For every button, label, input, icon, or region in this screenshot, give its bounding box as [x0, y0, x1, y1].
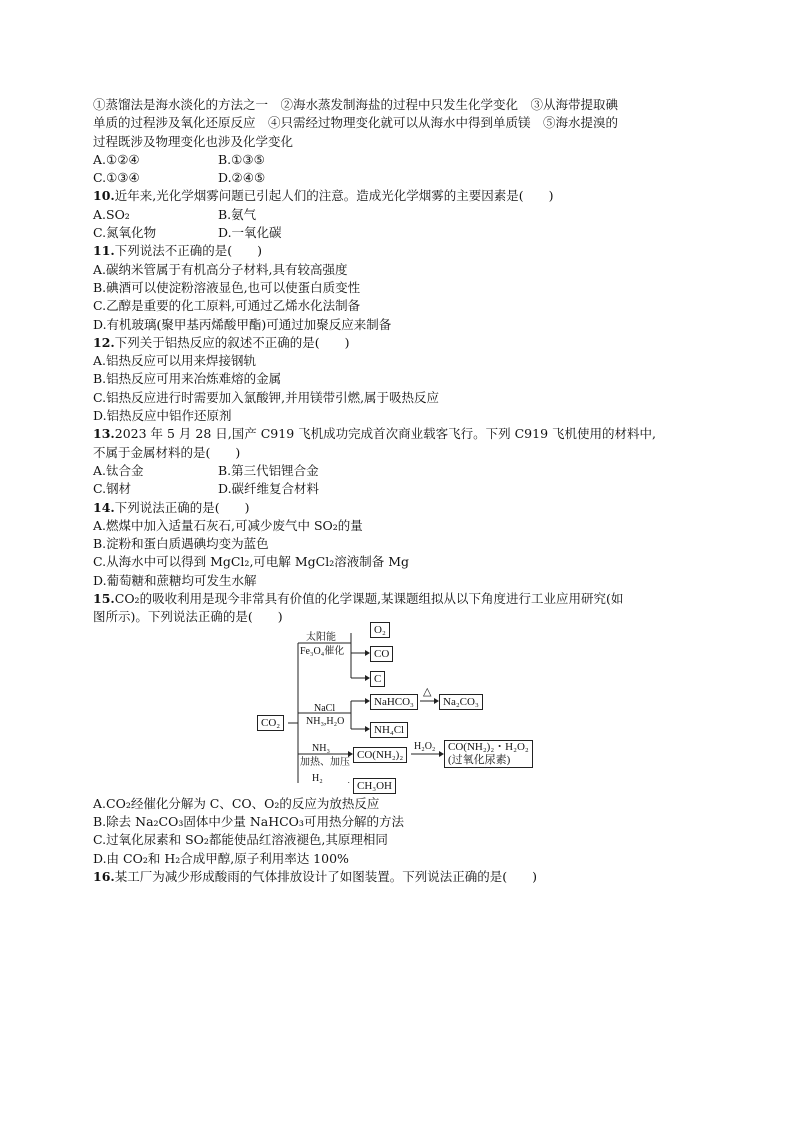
branch1-label-top: 太阳能: [306, 631, 336, 643]
product-na2co3-box: Na₂CO₃: [439, 694, 483, 710]
product-c-box: C: [370, 671, 385, 687]
q16-stem-text: 某工厂为减少形成酸雨的气体排放设计了如图装置。下列说法正确的是( ): [114, 868, 538, 884]
branch2-label-top: NaCl: [314, 702, 336, 714]
branch4-label-top: H₂: [312, 772, 323, 784]
q15-option-b[interactable]: B.除去 Na₂CO₃固体中少量 NaHCO₃可用热分解的方法: [93, 813, 404, 829]
q10-stem: [93, 187, 713, 205]
branch1-label-bottom: Fe₃O₄催化: [300, 645, 345, 657]
product-urea-box: CO(NH₂)₂: [353, 747, 407, 763]
q15-option-a[interactable]: A.CO₂经催化分解为 C、CO、O₂的反应为放热反应: [93, 795, 380, 811]
product-co-box: CO: [370, 646, 393, 662]
q15-stem-text-1: CO₂的吸收利用是现今非常具有价值的化学课题,某课题组拟从以下角度进行工业应用研究(如: [114, 591, 624, 607]
heat-symbol: △: [423, 685, 432, 698]
branch2-label-bottom: NH₃,H₂O: [306, 715, 345, 727]
q12-number: 12.: [93, 334, 115, 350]
q9-option-a[interactable]: A.①②④: [93, 151, 140, 167]
q12-option-c[interactable]: C.铝热反应进行时需要加入氯酸钾,并用镁带引燃,属于吸热反应: [93, 389, 440, 405]
q13-option-a[interactable]: A.钛合金: [93, 462, 144, 478]
diagram-co2-box: CO₂: [257, 715, 284, 731]
q14-option-a[interactable]: A.燃煤中加入适量石灰石,可减少废气中 SO₂的量: [93, 517, 363, 533]
q10-option-c[interactable]: C.氮氧化物: [93, 225, 157, 241]
q16-stem: [93, 868, 713, 886]
urea-peroxide-note: (过氧化尿素): [448, 753, 511, 766]
q12-stem: [93, 334, 713, 352]
q15-option-d[interactable]: D.由 CO₂和 H₂合成甲醇,原子利用率达 100%: [93, 850, 349, 866]
product-ch3oh-box: CH₃OH: [353, 778, 396, 794]
q13-stem-text-1: 2023 年 5 月 28 日,国产 C919 飞机成功完成首次商业载客飞行。下列 C919 飞机使用的材料中,: [114, 426, 656, 442]
q10-options-row-2: [93, 224, 713, 242]
exam-page: [93, 96, 713, 886]
q9-options-row-1: [93, 151, 713, 169]
q14-number: 14.: [93, 499, 115, 515]
q13-options-row-1: [93, 462, 713, 480]
product-urea-peroxide-box: [444, 740, 533, 768]
co2-utilization-diagram: [256, 623, 556, 792]
q9-options-row-2: [93, 169, 713, 187]
branch3-label-top: NH₃: [312, 742, 330, 754]
q14-option-c[interactable]: C.从海水中可以得到 MgCl₂,可电解 MgCl₂溶液制备 Mg: [93, 554, 410, 570]
q11-stem: [93, 242, 713, 260]
q10-option-b[interactable]: B.氨气: [218, 206, 257, 222]
q14-stem: [93, 499, 713, 517]
q15-number: 15.: [93, 591, 115, 607]
q11-option-b[interactable]: B.碘酒可以使淀粉溶液显色,也可以使蛋白质变性: [93, 279, 361, 295]
branch3-label-bottom: 加热、加压: [300, 756, 350, 768]
q12-option-d[interactable]: D.铝热反应中铝作还原剂: [93, 408, 232, 424]
q9-option-d[interactable]: D.②④⑤: [218, 170, 266, 186]
q12-option-a[interactable]: A.铝热反应可以用来焊接钢轨: [93, 353, 257, 369]
q12-stem-text: 下列关于铝热反应的叙述不正确的是( ): [114, 334, 350, 350]
branch3-reagent-label: H₂O₂: [414, 740, 436, 752]
q11-stem-text: 下列说法不正确的是( ): [114, 243, 263, 259]
q10-stem-text: 近年来,光化学烟雾问题已引起人们的注意。造成光化学烟雾的主要因素是( ): [114, 188, 554, 204]
q10-options-row-1: [93, 206, 713, 224]
q9-option-b[interactable]: B.①③⑤: [218, 151, 265, 167]
q13-options-row-2: [93, 480, 713, 498]
q14-option-d[interactable]: D.葡萄糖和蔗糖均可发生水解: [93, 572, 257, 588]
q10-number: 10.: [93, 188, 115, 204]
q9-statement-line-1: ①蒸馏法是海水淡化的方法之一 ②海水蒸发制海盐的过程中只发生化学变化 ③从海带提取碘: [93, 97, 619, 112]
q16-number: 16.: [93, 868, 115, 884]
q12-option-b[interactable]: B.铝热反应可用来冶炼难熔的金属: [93, 371, 282, 387]
q13-option-d[interactable]: D.碳纤维复合材料: [218, 481, 320, 497]
q13-option-b[interactable]: B.第三代铝锂合金: [218, 462, 319, 478]
q10-option-a[interactable]: A.SO₂: [93, 206, 130, 222]
q9-statement-line-3: 过程既涉及物理变化也涉及化学变化: [93, 133, 294, 149]
q14-stem-text: 下列说法正确的是( ): [114, 499, 250, 515]
product-o2-box: O₂: [370, 622, 390, 638]
q13-number: 13.: [93, 426, 115, 442]
product-nh4cl-box: NH₄Cl: [370, 722, 408, 738]
q15-stem-line-2: 图所示)。下列说法正确的是( ): [93, 609, 283, 625]
q13-stem-line-1: [93, 425, 713, 443]
q11-number: 11.: [93, 243, 115, 259]
q13-option-c[interactable]: C.钢材: [93, 481, 132, 497]
q15-stem-line-1: [93, 590, 713, 608]
product-nahco3-box: NaHCO₃: [370, 694, 418, 710]
q11-option-c[interactable]: C.乙醇是重要的化工原料,可通过乙烯水化法制备: [93, 298, 361, 314]
q15-option-c[interactable]: C.过氧化尿素和 SO₂都能使品红溶液褪色,其原理相同: [93, 832, 388, 848]
q13-stem-line-2: 不属于金属材料的是( ): [93, 444, 241, 460]
urea-peroxide-formula: CO(NH₂)₂・H₂O₂: [448, 740, 529, 753]
q10-option-d[interactable]: D.一氧化碳: [218, 225, 282, 241]
q11-option-a[interactable]: A.碳纳米管属于有机高分子材料,具有较高强度: [93, 261, 348, 277]
q14-option-b[interactable]: B.淀粉和蛋白质遇碘均变为蓝色: [93, 536, 269, 552]
q11-option-d[interactable]: D.有机玻璃(聚甲基丙烯酸甲酯)可通过加聚反应来制备: [93, 316, 392, 332]
q9-statement-line-2: 单质的过程涉及氧化还原反应 ④只需经过物理变化就可以从海水中得到单质镁 ⑤海水提溴的: [93, 115, 619, 131]
q9-option-c[interactable]: C.①③④: [93, 170, 140, 186]
